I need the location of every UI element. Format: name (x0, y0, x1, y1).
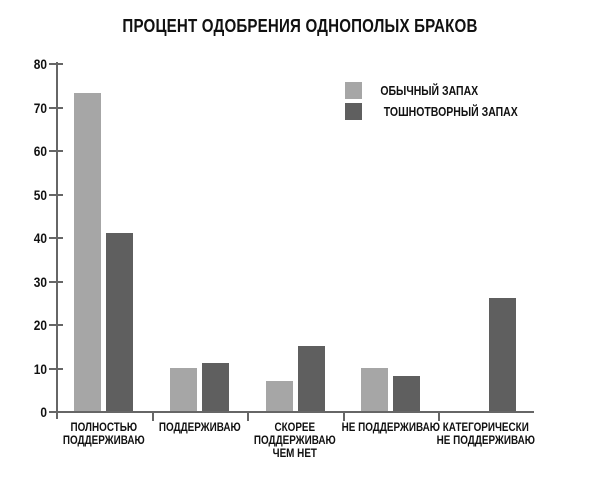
legend-item-nauseating-smell (345, 101, 531, 122)
bar-nauseating-cat1 (106, 233, 133, 411)
legend-item-normal-smell (345, 80, 531, 101)
y-axis-tick-label: 0 (40, 404, 47, 420)
y-axis-tick (49, 63, 63, 65)
y-axis-tick (49, 150, 63, 152)
x-axis-tick (438, 413, 440, 421)
y-axis-tick-label: 80 (33, 56, 47, 72)
y-axis-tick-label: 40 (33, 230, 47, 246)
y-axis-tick-label: 10 (33, 360, 47, 377)
y-axis-tick (49, 107, 63, 109)
bar-nauseating-cat4 (393, 376, 420, 411)
legend-swatch-normal-smell (345, 82, 362, 99)
x-category-label: ПОЛНОСТЬЮ ПОДДЕРЖИВАЮ (62, 422, 145, 447)
x-axis-line (56, 411, 534, 413)
x-axis-tick (247, 413, 249, 421)
y-axis-tick-label: 70 (33, 99, 47, 116)
y-axis-tick (49, 368, 63, 370)
legend (345, 80, 531, 122)
x-axis-tick (343, 413, 345, 421)
bar-nauseating-cat3 (298, 346, 325, 411)
y-axis-tick (49, 411, 63, 413)
legend-label-nauseating-smell: ТОШНОТВОРНЫЙ ЗАПАХ (383, 104, 518, 119)
y-axis-tick-label: 30 (33, 273, 47, 290)
bar-nauseating-cat5 (489, 298, 516, 411)
y-axis-tick-label: 50 (33, 186, 47, 203)
bar-normal-cat4 (361, 368, 388, 412)
bar-normal-cat1 (74, 93, 101, 411)
y-axis-tick (49, 324, 63, 326)
chart-title: ПРОЦЕНТ ОДОБРЕНИЯ ОДНОПОЛЫХ БРАКОВ (122, 16, 478, 36)
x-category-label: ПОДДЕРЖИВАЮ (158, 422, 241, 434)
x-axis-tick (152, 413, 154, 421)
y-axis-tick (49, 281, 63, 283)
x-category-label: НЕ ПОДДЕРЖИВАЮ (341, 422, 440, 434)
y-axis-tick-label: 20 (33, 317, 47, 333)
legend-label-normal-smell: ОБЫЧНЫЙ ЗАПАХ (380, 83, 479, 98)
bar-normal-cat2 (170, 368, 197, 412)
bar-nauseating-cat2 (202, 363, 229, 411)
y-axis-tick (49, 194, 63, 196)
x-category-label: КАТЕГОРИЧЕСКИ НЕ ПОДДЕРЖИВАЮ (437, 422, 536, 447)
legend-swatch-nauseating-smell (345, 103, 362, 120)
y-axis-tick (49, 237, 63, 239)
bar-normal-cat3 (266, 381, 293, 411)
y-axis-tick-label: 60 (33, 143, 47, 159)
x-category-label: СКОРЕЕ ПОДДЕРЖИВАЮ ЧЕМ НЕТ (254, 422, 336, 460)
y-axis-line (56, 62, 58, 419)
